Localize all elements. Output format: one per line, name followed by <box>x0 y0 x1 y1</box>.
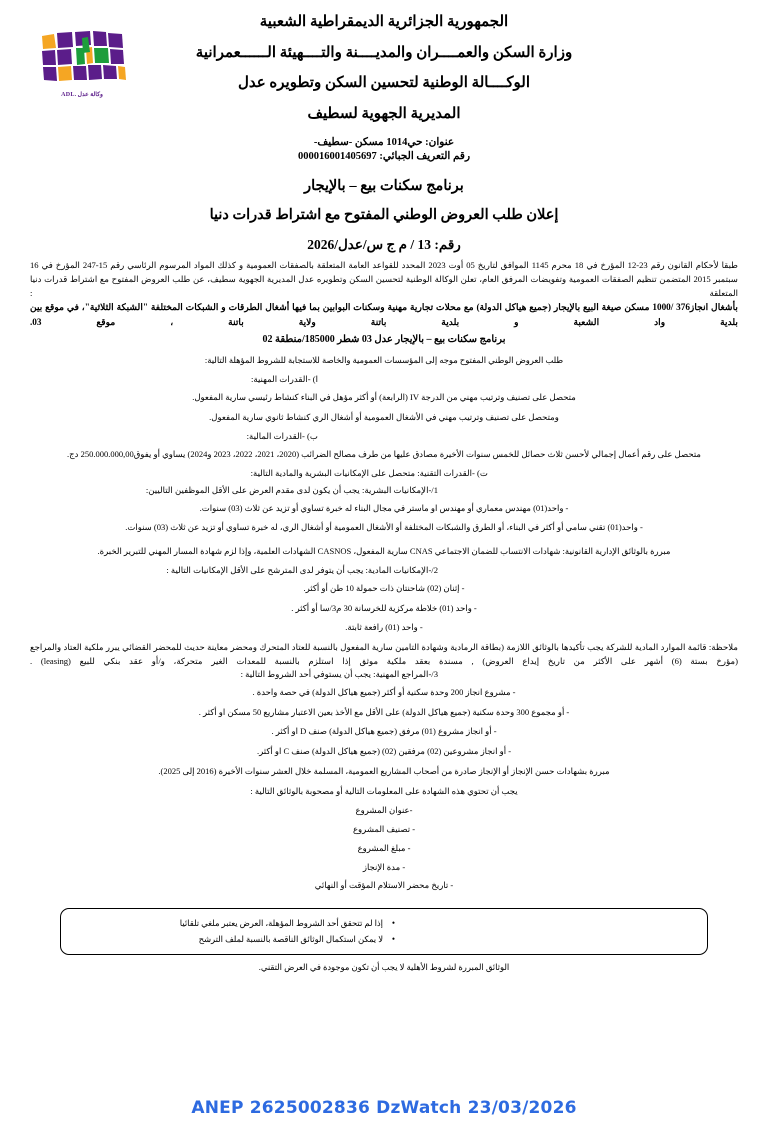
anep-footer <box>0 1098 768 1118</box>
section-3-line-4: - أو انجاز مشروعين (02) مرفقين (02) (جميع هياكل الدولة) صنف C او أكثر. <box>256 746 512 757</box>
certificate-item-4: - مدة الإنجاز <box>362 861 406 872</box>
section-3-line-1: - مشروع انجاز 200 وحدة سكنية أو أكثر (جميع هياكل الدولة) في حصة واحدة . <box>252 686 516 697</box>
section-b-heading: ب) -القدرات المالية: <box>246 430 318 441</box>
section-a-heading: ا) -القدرات المهنية: <box>250 374 318 385</box>
post-box-note: الوثائق المبررة لشروط الأهلية لا يجب أن تكون موجودة في العرض التقني. <box>258 963 510 973</box>
certificate-intro: يجب أن تحتوي هذه الشهادة على المعلومات التالية أو مصحوبة بالوثائق التالية : <box>250 785 518 796</box>
certificate-item-2: - تصنيف المشروع <box>352 824 416 835</box>
section-b-line-1: متحصل على رقم أعمال إجمالي لأحسن ثلاث حصائل للخمس سنوات الأخيرة مصادق عليها من طرف مصالح الضرائب (2020، 2021، 2022، 2023 و2024) يساوي أو يفوق250.000.000,00 دج. <box>67 448 701 459</box>
certificate-item-1: -عنوان المشروع <box>355 805 413 816</box>
warning-bullet-item: • إذا لم تتحقق أحد الشروط المؤهلة، العرض يعتبر ملغي تلقائيا <box>73 916 395 932</box>
mosaic-logo-icon <box>38 28 130 90</box>
section-3-note: مبررة بشهادات حسن الإنجاز أو الإنجاز صادرة من أصحاب المشاريع العمومية، المسلمة خلال العشر سنوات الأخيرة (2016 إلى 2025). <box>158 765 610 776</box>
section-c2-line-1: - إثنان (02) شاحنتان ذات حمولة 10 طن أو أكثر. <box>303 582 465 593</box>
agency-logo <box>34 28 130 98</box>
section-c1-note: مبررة بالوثائق الإدارية القانونية: شهادات الانتساب للضمان الاجتماعي CNAS سارية المفعول، CASNOS الشهادات العلمية، وإذا لزم شهادة المسار المهني للتبرير الخبرة. <box>97 546 671 557</box>
program-title: برنامج سكنات بيع – بالإيجار <box>304 178 464 195</box>
legal-basis-paragraph: طبقا لأحكام القانون رقم 23-12 المؤرخ في 18 محرم 1145 الموافق لتاريخ 05 أوت 2023 المحدد للقواعد العامة المتعلقة بالصفقات العمومية و كذلك المواد المرسوم الرئاسي رقم 15-247 المؤرخ في 16 سبتمبر 2015 المتضمن تنظيم الصفقات العمومية وتفويضات المرفق العام، تعلن الوكالة الوطنية لتحسين السكن وتطويره عدل المديرية الجهوية سطيف، عن طلب العروض المفتوح مع اشتراط قدرات دنيا المتعلقة : <box>30 259 739 298</box>
header-line-ministry: وزارة السكن والعمــــران والمديــــنة والتــــهيئة الــــــعمرانية <box>195 44 573 61</box>
certificate-item-3: - مبلغ المشروع <box>357 842 411 853</box>
material-resources-remark: ملاحظة: قائمة الموارد المادية للشركة يجب تأكيدها بالوثائق اللازمة (بطاقة الرمادية وشهادة التامين سارية المفعول بالنسبة للعتاد المتحرك ومحضر معاينة حديث للمحضر القضائي يبرر ملكية العتاد والمراجع (مؤرخ بستة (6) أشهر على الأكثر من تاريخ إيداع العروض) , مسندة بعقد ملكية موثق إذا استلزم بالنسبة للمعدات الغير متحركة، و/أو عقد بنكي للبيع (leasing) . <box>30 642 738 666</box>
section-c2-line-3: - واحد (01) رافعة ثابتة. <box>345 622 423 633</box>
header-tax-id: رقم التعريف الجبائي: 000016001405697 <box>297 151 471 163</box>
section-3-line-3: - أو انجاز مشروع (01) مرفق (جميع هياكل الدولة) صنف D او أكثر . <box>271 726 497 737</box>
warning-bullet-list <box>73 916 695 947</box>
section-a-line-1: متحصل على تصنيف وترتيب مهني من الدرجة IV (الرابعة) أو أكثر مؤهل في البناء كنشاط رئيسي سارية المفعول. <box>192 392 576 403</box>
section-c2-line-2: - واحد (01) خلاطة مركزية للخرسانة 30 م3/سا أو أكثر . <box>291 602 477 613</box>
certificate-item-5: - تاريخ محضر الاستلام المؤقت أو النهائي <box>314 880 454 891</box>
section-c-heading: ت) -القدرات التقنية: متحصل على الإمكانيات البشرية والمادية التالية: <box>250 467 488 478</box>
warning-note-box <box>60 908 708 955</box>
tender-intro-line: طلب العروض الوطني المفتوح موجه إلى المؤسسات العمومية والخاصة للاستجابة للشروط المؤهلة التالية: <box>204 356 564 366</box>
document-body <box>30 259 738 892</box>
section-c1-line-1: - واحد(01) مهندس معماري أو مهندس او ماستر في مجال البناء له خبرة تساوي أو تزيد عن ثلاث (03) سنوات. <box>199 502 569 513</box>
section-c2-heading: 2/-الإمكانيات المادية: يجب أن يتوفر لدى المترشح على الأقل الإمكانيات التالية : <box>166 564 438 575</box>
header-line-agency: الوكــــالة الوطنية لتحسين السكن وتطويره عدل <box>237 75 531 91</box>
announcement-title: إعلان طلب العروض الوطني المفتوح مع اشتراط قدرات دنيا <box>209 207 559 224</box>
warning-bullet-item: • لا يمكن استكمال الوثائق الناقصة بالنسبة لملف الترشح <box>73 932 395 948</box>
title-block <box>30 178 738 252</box>
header-address: عنوان: حي1014 مسكن -سطيف- <box>313 137 455 148</box>
header-line-republic: الجمهورية الجزائرية الديمقراطية الشعبية <box>259 14 509 30</box>
section-3-heading: 3/-المراجع المهنية: يجب أن يستوفي أحد الشروط التالية : <box>240 668 438 679</box>
anep-reference-text: ANEP 2625002836 DzWatch 23/03/2026 <box>191 1098 577 1118</box>
section-c1-heading: 1/-الإمكانيات البشرية: يجب أن يكون لدى مقدم العرض على الأقل الموظفين التاليين: <box>145 484 438 495</box>
section-a-line-2: ومتحصل على تصنيف وترتيب مهني في الأشغال العمومية أو أشغال الري كنشاط ثانوي سارية المفعول. <box>209 412 559 423</box>
reference-number: رقم: 13 / م ج س/عدل/2026 <box>307 236 461 252</box>
document-header <box>30 0 738 164</box>
works-description-paragraph: بأشغال انجاز376 /1000 مسكن صيغة البيع بالإيجار (جميع هياكل الدولة) مع محلات تجارية مهنية وسكنات البوابين بما فيها أشغال الطرقات و الشبكات المختلفة "الشبكة الثلاثية"، في موقع بين بلدية واد الشعبة و بلدية باتنة ولاية باتنة ، موقع 03. <box>30 302 738 328</box>
header-line-directorate: المديرية الجهوية لسطيف <box>307 105 461 122</box>
logo-caption: وكالة عدل .ADL <box>61 92 103 98</box>
section-3-line-2: - أو مجموع 300 وحدة سكنية (جميع هياكل الدولة) على الأقل مع الأخذ بعين الاعتبار مشاريع 50 مسكن او أكثر . <box>198 706 570 717</box>
section-c1-line-2: - واحد(01) تقني سامي أو أكثر في البناء، أو الطرق والشبكات المختلفة أو الأشغال العمومية أو أشغال الري، له خبرة تساوي أو تزيد عن ثلاث (03) سنوات. <box>125 522 643 533</box>
program-segment-line: برنامج سكنات بيع – بالإيجار عدل 03 شطر 185000/منطقة 02 <box>262 334 506 346</box>
